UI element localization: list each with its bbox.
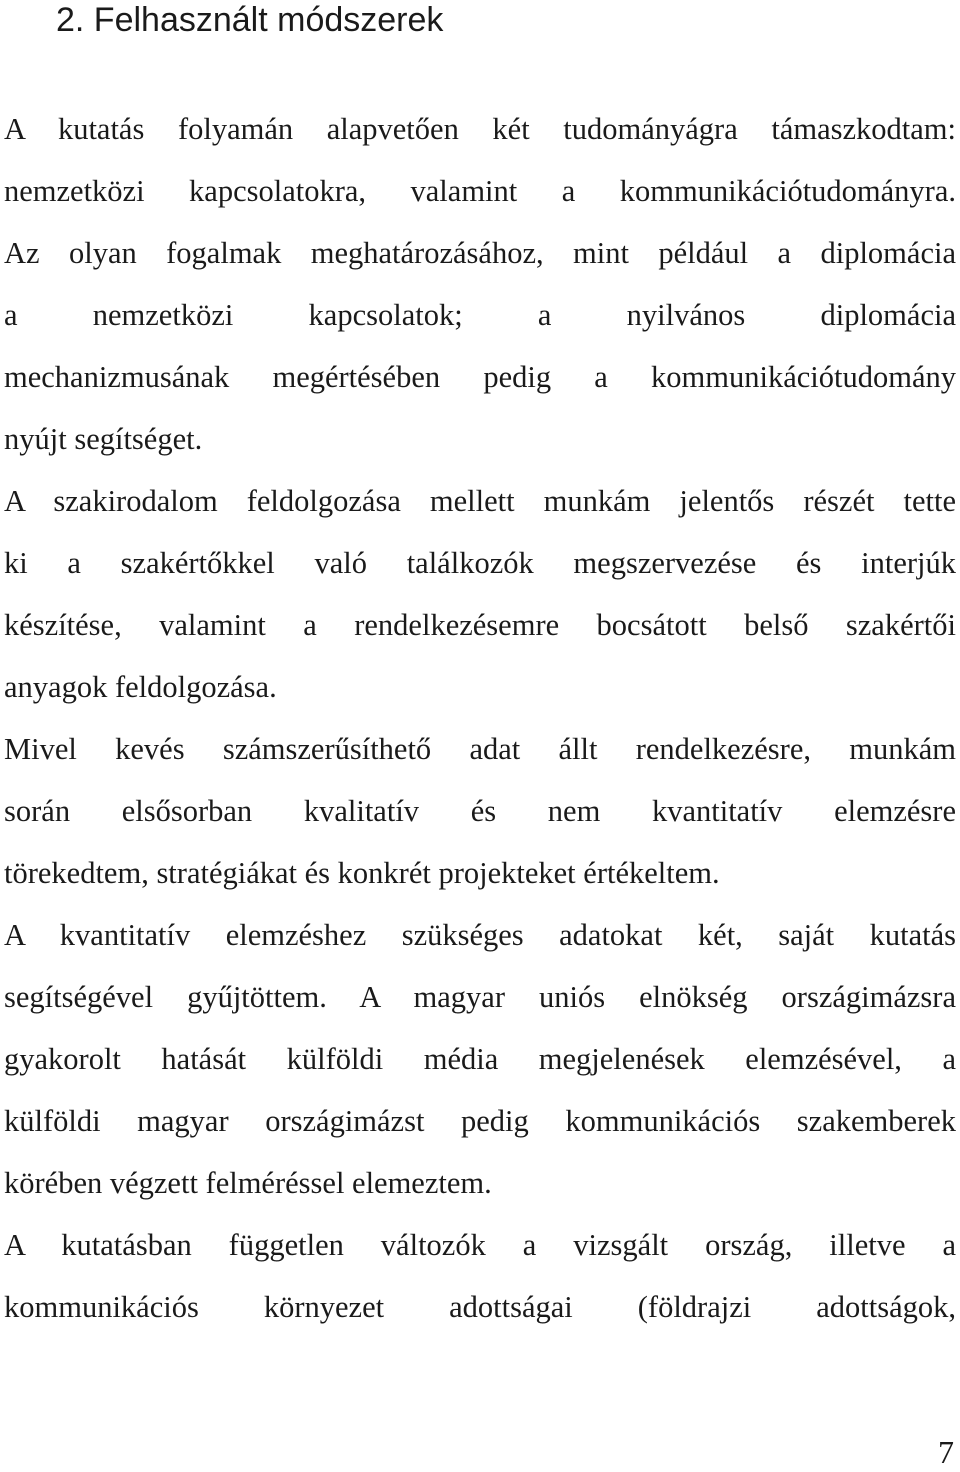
text-line: mechanizmusának megértésében pedig a kommunikációtudomány bbox=[4, 360, 956, 394]
text-line: ki a szakértőkkel való találkozók megszervezése és interjúk bbox=[4, 546, 956, 580]
text-line: A szakirodalom feldolgozása mellett munkám jelentős részét tette bbox=[4, 484, 956, 518]
page-number: 7 bbox=[938, 1434, 954, 1470]
body-text bbox=[4, 98, 956, 1338]
text-line: nyújt segítséget. bbox=[4, 422, 203, 456]
text-line: körében végzett felméréssel elemeztem. bbox=[4, 1166, 492, 1200]
text-line: kommunikációs környezet adottságai (földrajzi adottságok, bbox=[4, 1290, 956, 1324]
text-line: a nemzetközi kapcsolatok; a nyilvános diplomácia bbox=[4, 298, 956, 332]
text-line: Mivel kevés számszerűsíthető adat állt rendelkezésre, munkám bbox=[4, 732, 956, 766]
text-line: Az olyan fogalmak meghatározásához, mint például a diplomácia bbox=[4, 236, 956, 270]
text-line: anyagok feldolgozása. bbox=[4, 670, 277, 704]
text-line: A kutatás folyamán alapvetően két tudományágra támaszkodtam: bbox=[4, 112, 956, 146]
text-line: gyakorolt hatását külföldi média megjelenések elemzésével, a bbox=[4, 1042, 956, 1076]
text-line: A kutatásban független változók a vizsgált ország, illetve a bbox=[4, 1228, 956, 1262]
text-line: során elsősorban kvalitatív és nem kvantitatív elemzésre bbox=[4, 794, 956, 828]
text-line: külföldi magyar országimázst pedig kommunikációs szakemberek bbox=[4, 1104, 956, 1138]
text-line: segítségével gyűjtöttem. A magyar uniós elnökség országimázsra bbox=[4, 980, 956, 1014]
text-line: nemzetközi kapcsolatokra, valamint a kommunikációtudományra. bbox=[4, 174, 956, 208]
text-line: készítése, valamint a rendelkezésemre bocsátott belső szakértői bbox=[4, 608, 956, 642]
section-heading: 2. Felhasznált módszerek bbox=[56, 1, 444, 39]
text-line: törekedtem, stratégiákat és konkrét projekteket értékeltem. bbox=[4, 856, 720, 890]
text-line: A kvantitatív elemzéshez szükséges adatokat két, saját kutatás bbox=[4, 918, 956, 952]
